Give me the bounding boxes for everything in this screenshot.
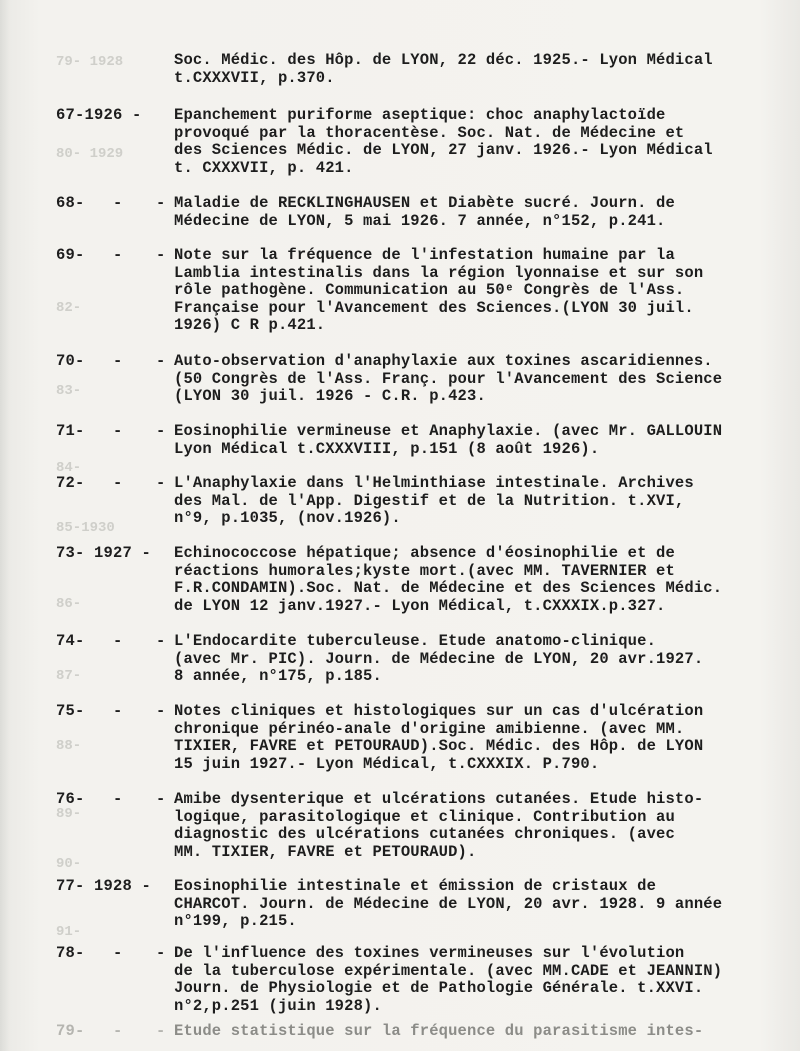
entry-line: des Mal. de l'App. Digestif et de la Nutrition. t.XVI, [174,492,685,510]
entry-number: 76- - [56,790,123,808]
entry-text [174,945,792,1015]
entry-line: Etude statistique sur la fréquence du parasitisme intes- [174,1023,704,1040]
entry-line: Journ. de Physiologie et de Pathologie Générale. t.XXVI. [174,980,704,997]
entry-line: Eosinophilie vermineuse et Anaphylaxie. (avec Mr. GALLOUIN [174,423,723,440]
bleed-through-text: 82- [56,300,82,316]
entry-number: 69- - [56,246,123,264]
entry-line: (50 Congrès de l'Ass. Franç. pour l'Avancement des Science [174,370,723,388]
entry-dash: - [156,246,166,264]
entry-text [174,353,792,406]
entry-line: provoqué par la thoracentèse. Soc. Nat. de Médecine et [174,124,685,142]
entry-line: Soc. Médic. des Hôp. de LYON, 22 déc. 1925.- Lyon Médical [174,52,713,69]
entry-line: 8 année, n°175, p.185. [174,668,382,685]
bleed-through-text: 87- [56,668,82,684]
bleed-through-text: 86- [56,596,82,612]
entry-number: 79- - [56,1022,123,1040]
entry-line: L'Anaphylaxie dans l'Helminthiase intestinale. Archives [174,475,694,492]
bleed-through-text: 84- [56,460,82,476]
entry-number: 74- - [56,632,123,650]
entry-line: de la tuberculose expérimentale. (avec MM.CADE et JEANNIN) [174,962,723,980]
bleed-through-text: 85-1930 [56,520,115,536]
entry-text [174,633,792,686]
entry-text [174,545,792,615]
entry-number: 70- - [56,352,123,370]
entry-line: diagnostic des ulcérations cutanées chroniques. (avec [174,826,675,843]
entry-line: (avec Mr. PIC). Journ. de Médecine de LYON, 20 avr.1927. [174,650,704,668]
entry-line: Notes cliniques et histologiques sur un cas d'ulcération [174,703,704,720]
entry-line: Eosinophilie intestinale et émission de cristaux de [174,878,657,895]
entry-dash: - [156,944,166,962]
entry-line: des Sciences Médic. de LYON, 27 janv. 1926.- Lyon Médical [174,142,713,159]
entry-text [174,475,792,528]
entry-line: (LYON 30 juil. 1926 - C.R. p.423. [174,388,486,405]
entry-number: 78- - [56,944,123,962]
entry-text [174,423,792,458]
entry-number: 71- - [56,422,123,440]
entry-line: Lyon Médical t.CXXXVIII, p.151 (8 août 1926). [174,440,600,458]
entry-line: rôle pathogène. Communication au 50ᵉ Congrès de l'Ass. [174,282,685,299]
entry-dash: - [156,474,166,492]
entry-line: CHARCOT. Journ. de Médecine de LYON, 20 avr. 1928. 9 année [174,895,723,913]
entry-text [174,878,792,931]
entry-line: Auto-observation d'anaphylaxie aux toxines ascaridiennes. [174,353,713,370]
entry-line: chronique périnéo-anale d'origine amibienne. (avec MM. [174,720,685,738]
bleed-through-text: 90- [56,856,82,872]
entry-dash: - [156,422,166,440]
entry-dash: - [156,1022,166,1040]
entry-line: L'Endocardite tuberculeuse. Etude anatomo-clinique. [174,633,657,650]
entry-dash: - [156,352,166,370]
entry-text [174,703,792,773]
entry-number: 77- 1928 - [56,877,152,895]
entry-text [174,1023,792,1041]
entry-number: 67-1926 - [56,106,142,124]
bleed-through-text: 89- [56,806,82,822]
entry-line: Echinococcose hépatique; absence d'éosinophilie et de [174,545,675,562]
entry-number: 68- - [56,194,123,212]
entry-number: 73- 1927 - [56,544,152,562]
bleed-through-text: 80- 1929 [56,146,124,162]
entry-number: 72- - [56,474,123,492]
entry-line: 15 juin 1927.- Lyon Médical, t.CXXXIX. P.790. [174,755,600,773]
entry-line: Française pour l'Avancement des Sciences.(LYON 30 juil. [174,299,694,317]
entry-text [174,107,792,177]
entry-line: TIXIER, FAVRE et PETOURAUD).Soc. Médic. des Hôp. de LYON [174,738,704,755]
entry-line: de LYON 12 janv.1927.- Lyon Médical, t.CXXXIX.p.327. [174,597,666,615]
bleed-through-text: 79- 1928 [56,54,124,70]
bleed-through-text: 88- [56,738,82,754]
entry-line: Lamblia intestinalis dans la région lyonnaise et sur son [174,264,704,282]
entry-text [174,247,792,335]
bleed-through-text: 83- [56,383,82,399]
entry-line: De l'influence des toxines vermineuses sur l'évolution [174,945,685,962]
entry-line: n°199, p.215. [174,913,297,930]
entry-dash: - [156,790,166,808]
entry-line: MM. TIXIER, FAVRE et PETOURAUD). [174,843,477,861]
entry-line: Amibe dysenterique et ulcérations cutanées. Etude histo- [174,791,704,808]
entry-line: n°9, p.1035, (nov.1926). [174,510,401,527]
entry-text [174,52,792,87]
entry-dash: - [156,702,166,720]
entry-line: n°2,p.251 (juin 1928). [174,997,382,1015]
entry-line: Médecine de LYON, 5 mai 1926. 7 année, n°152, p.241. [174,212,666,230]
entry-line: F.R.CONDAMIN).Soc. Nat. de Médecine et des Sciences Médic. [174,580,723,597]
entry-line: t.CXXXVII, p.370. [174,69,335,87]
entry-line: réactions humorales;kyste mort.(avec MM. TAVERNIER et [174,562,675,580]
entry-line: Epanchement puriforme aseptique: choc anaphylactoïde [174,107,666,124]
entry-dash: - [156,632,166,650]
entry-number: 75- - [56,702,123,720]
entry-text [174,195,792,230]
entry-line: 1926) C R p.421. [174,317,326,334]
entry-dash: - [156,194,166,212]
entry-text [174,791,792,861]
entry-line: t. CXXXVII, p. 421. [174,159,354,177]
bleed-through-text: 91- [56,924,82,940]
entry-line: logique, parasitologique et clinique. Contribution au [174,808,675,826]
entry-line: Note sur la fréquence de l'infestation humaine par la [174,247,675,264]
entry-line: Maladie de RECKLINGHAUSEN et Diabète sucré. Journ. de [174,195,675,212]
